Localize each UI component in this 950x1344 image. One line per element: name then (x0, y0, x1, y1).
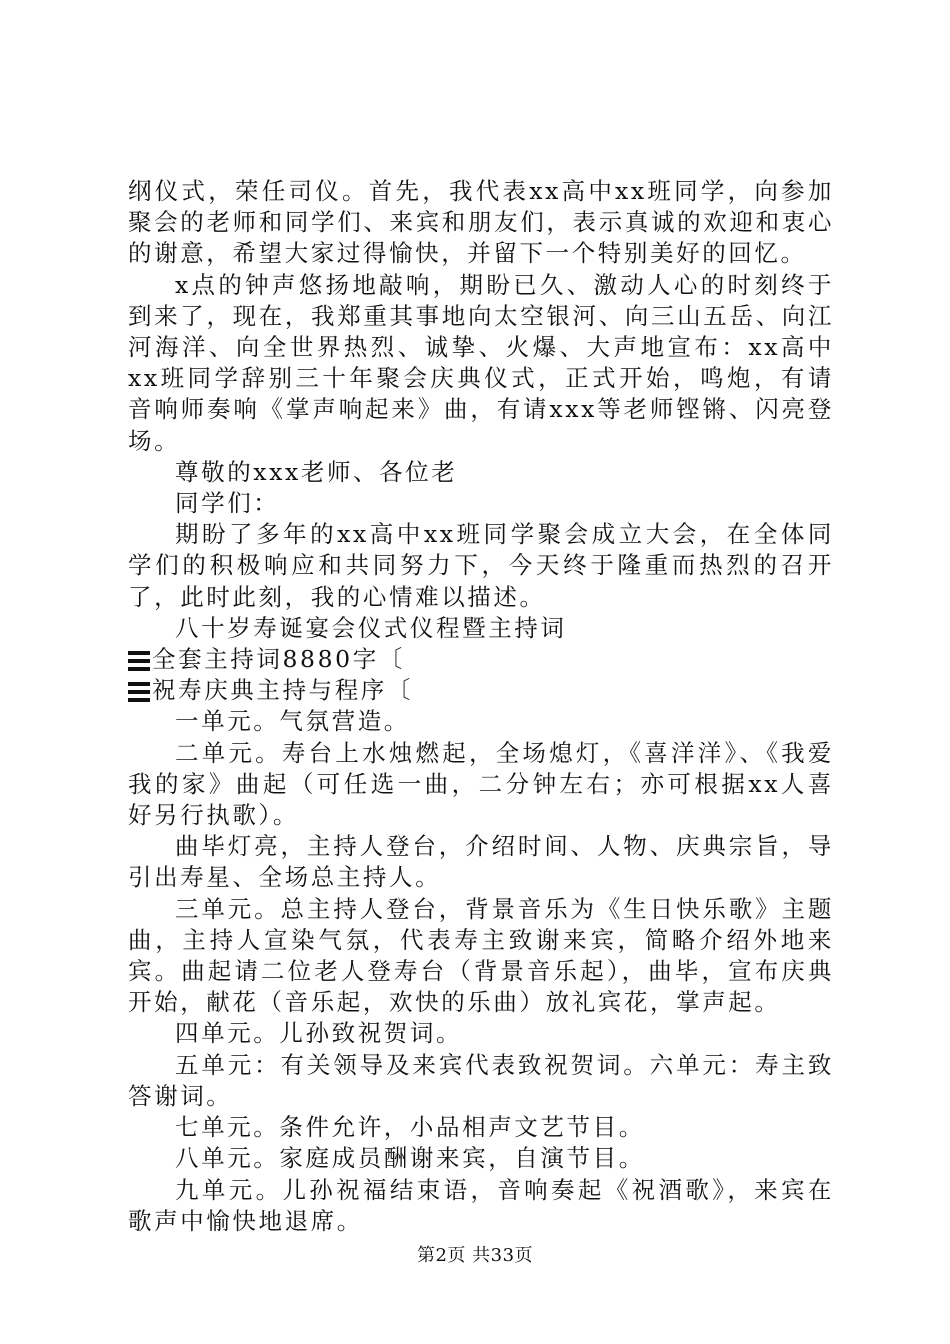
paragraph-10: 三单元。总主持人登台，背景音乐为《生日快乐歌》主题曲，主持人宣染气氛，代表寿主致谢来宾，简略介绍外地来宾。曲起请二位老人登寿台（背景音乐起），曲毕，宣布庆典开始，献花（音乐起，欢快的乐曲）放礼宾花，掌声起。 (128, 894, 834, 1017)
paragraph-5: 期盼了多年的xx高中xx班同学聚会成立大会，在全体同学们的积极响应和共同努力下，今天终于隆重而热烈的召开了，此时此刻，我的心情难以描述。 (128, 520, 834, 611)
paragraph-7: 一单元。气氛营造。 (175, 707, 410, 736)
paragraph-9: 曲毕灯亮，主持人登台，介绍时间、人物、庆典宗旨，导引出寿星、全场总主持人。 (128, 832, 834, 892)
paragraph-14: 八单元。家庭成员酬谢来宾，自演节目。 (175, 1144, 645, 1173)
list-item-text: 全套主持词8880字〔 (152, 645, 405, 674)
paragraph-1: 纲仪式，荣任司仪。首先，我代表xx高中xx班同学，向参加聚会的老师和同学们、来宾和朋友们，表示真诚的欢迎和衷心的谢意，希望大家过得愉快，并留下一个特别美好的回忆。 (128, 177, 834, 268)
paragraph-15: 九单元。儿孙祝福结束语，音响奏起《祝酒歌》，来宾在歌声中愉快地退席。 (128, 1175, 834, 1235)
paragraph-3: 尊敬的xxx老师、各位老 (175, 457, 458, 486)
page-footer: 第2页 共33页 (416, 1245, 534, 1266)
triple-bar-icon (128, 649, 150, 669)
triple-bar-icon (128, 680, 150, 700)
paragraph-12: 五单元：有关领导及来宾代表致祝贺词。六单元：寿主致答谢词。 (128, 1050, 834, 1110)
paragraph-11: 四单元。儿孙致祝贺词。 (175, 1019, 463, 1048)
document-body (128, 176, 834, 1237)
paragraph-13: 七单元。条件允许，小品相声文艺节目。 (175, 1113, 645, 1142)
paragraph-2: x点的钟声悠扬地敲响，期盼已久、激动人心的时刻终于到来了，现在，我郑重其事地向太空银河、向三山五岳、向江河海洋、向全世界热烈、诚挚、火爆、大声地宣布：xx高中xx班同学辞别三十年聚会庆典仪式，正式开始，鸣炮，有请音响师奏响《掌声响起来》曲，有请xxx等老师铿锵、闪亮登场。 (128, 270, 834, 455)
list-item (128, 644, 834, 675)
list-item-text: 祝寿庆典主持与程序〔 (152, 676, 413, 705)
paragraph-8: 二单元。寿台上水烛燃起，全场熄灯，《喜洋洋》、《我爱我的家》曲起（可任选一曲，二分钟左右；亦可根据xx人喜好另行执歌）。 (128, 738, 834, 830)
list-item (128, 675, 834, 706)
paragraph-4: 同学们： (175, 489, 280, 518)
paragraph-6: 八十岁寿诞宴会仪式仪程暨主持词 (175, 613, 567, 642)
